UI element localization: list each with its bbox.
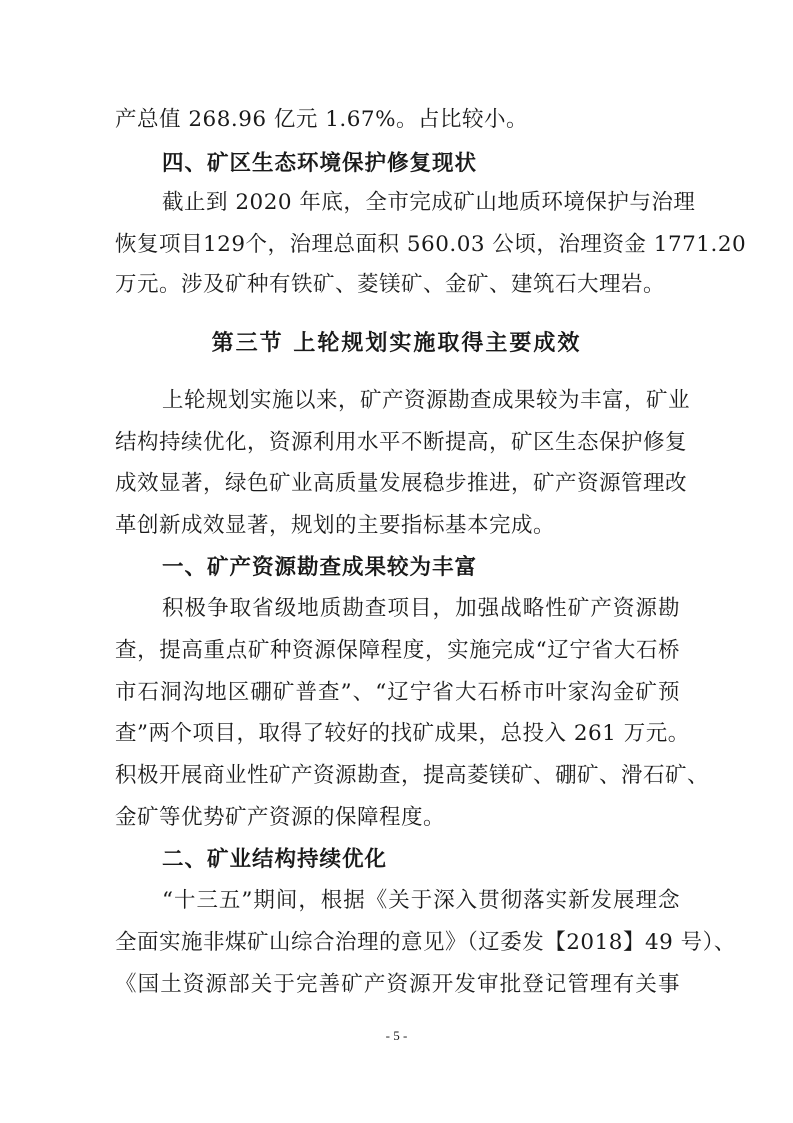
paragraph-line: 市石洞沟地区硼矿普查”、“辽宁省大石桥市叶家沟金矿预 xyxy=(115,680,680,705)
page-number: - 5 - xyxy=(385,1028,408,1043)
paragraph-line: “十三五”期间，根据《关于深入贯彻落实新发展理念 xyxy=(162,888,680,913)
paragraph-line: 金矿等优势矿产资源的保障程度。 xyxy=(115,805,446,830)
paragraph-line: 《国土资源部关于完善矿产资源开发审批登记管理有关事 xyxy=(115,972,680,997)
paragraph-line: 积极争取省级地质勘查项目，加强战略性矿产资源勘 xyxy=(162,596,680,621)
paragraph-line: 成效显著，绿色矿业高质量发展稳步推进，矿产资源管理改 xyxy=(115,471,688,496)
paragraph-line: 产总值 268.96 亿元 1.67%。占比较小。 xyxy=(115,107,529,132)
paragraph-line: 积极开展商业性矿产资源勘查，提高菱镁矿、硼矿、滑石矿、 xyxy=(115,763,710,788)
section-title: 第三节 上轮规划实施取得主要成效 xyxy=(211,331,582,356)
subsection-heading: 一、矿产资源勘查成果较为丰富 xyxy=(162,555,478,580)
paragraph-line: 结构持续优化，资源利用水平不断提高，矿区生态保护修复 xyxy=(115,430,688,455)
paragraph-line: 恢复项目129个，治理总面积 560.03 公顷，治理资金 1771.20 xyxy=(115,232,747,257)
paragraph-line: 革创新成效显著，规划的主要指标基本完成。 xyxy=(115,513,556,538)
subsection-heading: 四、矿区生态环境保护修复现状 xyxy=(162,151,478,176)
paragraph-line: 查”两个项目，取得了较好的找矿成果，总投入 261 万元。 xyxy=(115,721,690,746)
paragraph-line: 截止到 2020 年底，全市完成矿山地质环境保护与治理 xyxy=(162,190,696,215)
paragraph-line: 查，提高重点矿种资源保障程度，实施完成“辽宁省大石桥 xyxy=(115,638,680,663)
subsection-heading: 二、矿业结构持续优化 xyxy=(162,847,388,872)
paragraph-line: 上轮规划实施以来，矿产资源勘查成果较为丰富，矿业 xyxy=(162,388,691,413)
paragraph-line: 万元。涉及矿种有铁矿、菱镁矿、金矿、建筑石大理岩。 xyxy=(115,272,666,297)
paragraph-line: 全面实施非煤矿山综合治理的意见》（辽委发【2018】49 号）、 xyxy=(115,930,736,955)
